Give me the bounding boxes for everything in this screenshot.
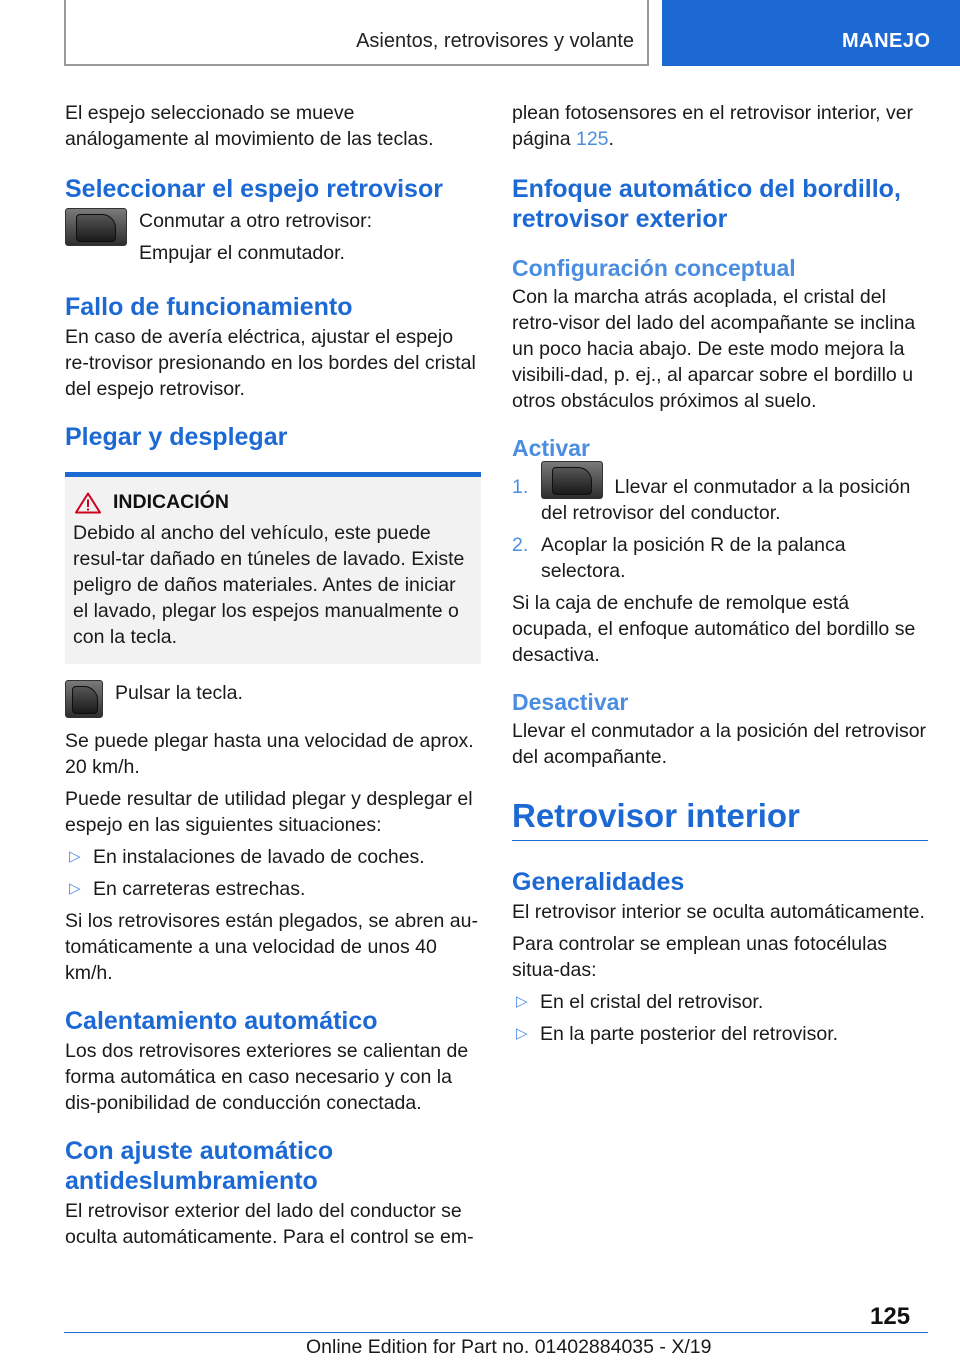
antidazzle-text: El retrovisor exterior del lado del conductor se oculta automáticamente. Para el control se em- xyxy=(65,1200,474,1248)
warning-triangle-icon xyxy=(75,492,101,514)
interior-heading: Retrovisor interior xyxy=(512,797,800,834)
heating-heading: Calentamiento automático xyxy=(65,1007,378,1035)
list-item: 1. Llevar el conmutador a la posición del retrovisor del conductor. xyxy=(512,474,928,526)
interior-heading-block xyxy=(512,796,928,841)
fold-situations-list xyxy=(65,844,481,902)
concept-text: Con la marcha atrás acoplada, el cristal del retro-visor del lado del acompañante se inclina un poco hacia abajo. De este modo mejora la visibili-dad, p. ej., al aparcar sobre el bordillo u otros obstáculos próximos al suelo. xyxy=(512,286,916,412)
notice-box xyxy=(65,472,481,664)
press-key-text: Pulsar la tecla. xyxy=(115,682,243,704)
continued-text: plean fotosensores en el retrovisor interior, ver página 125. xyxy=(512,102,914,150)
select-line-2: Empujar el conmutador. xyxy=(139,242,345,264)
fold-auto-text: Si los retrovisores están plegados, se abren au-tomáticamente a una velocidad de unos 40 km/h. xyxy=(65,910,478,984)
list-item: 2. Acoplar la posición R de la palanca selectora. xyxy=(512,534,846,582)
general-heading: Generalidades xyxy=(512,868,685,896)
fault-heading: Fallo de funcionamiento xyxy=(65,293,353,321)
header-section-box xyxy=(64,0,649,66)
list-item: ▷ En carreteras estrechas. xyxy=(69,878,306,900)
photocell-text: Para controlar se emplean unas fotocélulas situa-das: xyxy=(512,933,888,981)
list-item: ▷ En el cristal del retrovisor. xyxy=(516,991,764,1013)
activate-steps xyxy=(512,474,928,584)
fault-text: En caso de avería eléctrica, ajustar el espejo re-trovisor presionando en los bordes del cristal del espejo retrovisor. xyxy=(65,326,476,400)
header-section-title: Asientos, retrovisores y volante xyxy=(356,30,634,52)
heating-text: Los dos retrovisores exteriores se calientan de forma automática en caso necesario y con la dis-ponibilidad de conducción conectada. xyxy=(65,1040,469,1114)
notice-title: INDICACIÓN xyxy=(113,491,229,513)
triangle-bullet-icon: ▷ xyxy=(516,1025,528,1042)
list-item: ▷ En la parte posterior del retrovisor. xyxy=(516,1023,839,1045)
select-line-1: Conmutar a otro retrovisor: xyxy=(139,210,373,232)
concept-heading: Configuración conceptual xyxy=(512,255,796,281)
curb-heading: Enfoque automático del bordillo, retrovisor exterior xyxy=(512,175,901,233)
mirror-switch-icon xyxy=(65,208,127,246)
general-text: El retrovisor interior se oculta automáticamente. xyxy=(512,901,925,923)
list-item: ▷ En instalaciones de lavado de coches. xyxy=(69,846,425,868)
fold-key-icon xyxy=(65,680,103,718)
select-mirror-heading: Seleccionar el espejo retrovisor xyxy=(65,175,443,203)
right-column xyxy=(512,100,928,1053)
header-chapter-tab[interactable] xyxy=(662,0,960,66)
notice-header xyxy=(73,491,473,514)
header-chapter-label: MANEJO xyxy=(842,30,931,52)
triangle-bullet-icon: ▷ xyxy=(516,993,528,1010)
fold-speed-text: Se puede plegar hasta una velocidad de aprox. 20 km/h. xyxy=(65,730,474,778)
intro-text: El espejo seleccionado se mueve análogamente al movimiento de las teclas. xyxy=(65,102,434,150)
trailer-text: Si la caja de enchufe de remolque está ocupada, el enfoque automático del bordillo se desactiva. xyxy=(512,592,916,666)
mirror-switch-icon xyxy=(541,461,603,499)
page-link[interactable]: 125 xyxy=(575,128,609,150)
triangle-bullet-icon: ▷ xyxy=(69,848,81,865)
deactivate-text: Llevar el conmutador a la posición del retrovisor del acompañante. xyxy=(512,720,927,768)
page-number: 125 xyxy=(870,1303,911,1330)
activate-heading: Activar xyxy=(512,435,590,461)
photocell-list xyxy=(512,989,928,1047)
deactivate-heading: Desactivar xyxy=(512,689,629,715)
footer-rule xyxy=(64,1332,928,1333)
antidazzle-heading: Con ajuste automático antideslumbramiento xyxy=(65,1137,334,1195)
select-mirror-instructions xyxy=(65,208,481,272)
triangle-bullet-icon: ▷ xyxy=(69,880,81,897)
notice-text: Debido al ancho del vehículo, este puede resul-tar dañado en túneles de lavado. Existe peligro de daños materiales. Antes de iniciar el lavado, plegar los espejos manualmente o con la tecla. xyxy=(73,522,465,648)
fold-heading: Plegar y desplegar xyxy=(65,423,288,451)
footer-edition: Online Edition for Part no. 01402884035 - X/19 xyxy=(306,1336,712,1358)
fold-useful-text: Puede resultar de utilidad plegar y desplegar el espejo en las siguientes situaciones: xyxy=(65,788,473,836)
left-column xyxy=(65,100,481,1256)
fold-key-instruction xyxy=(65,680,481,718)
